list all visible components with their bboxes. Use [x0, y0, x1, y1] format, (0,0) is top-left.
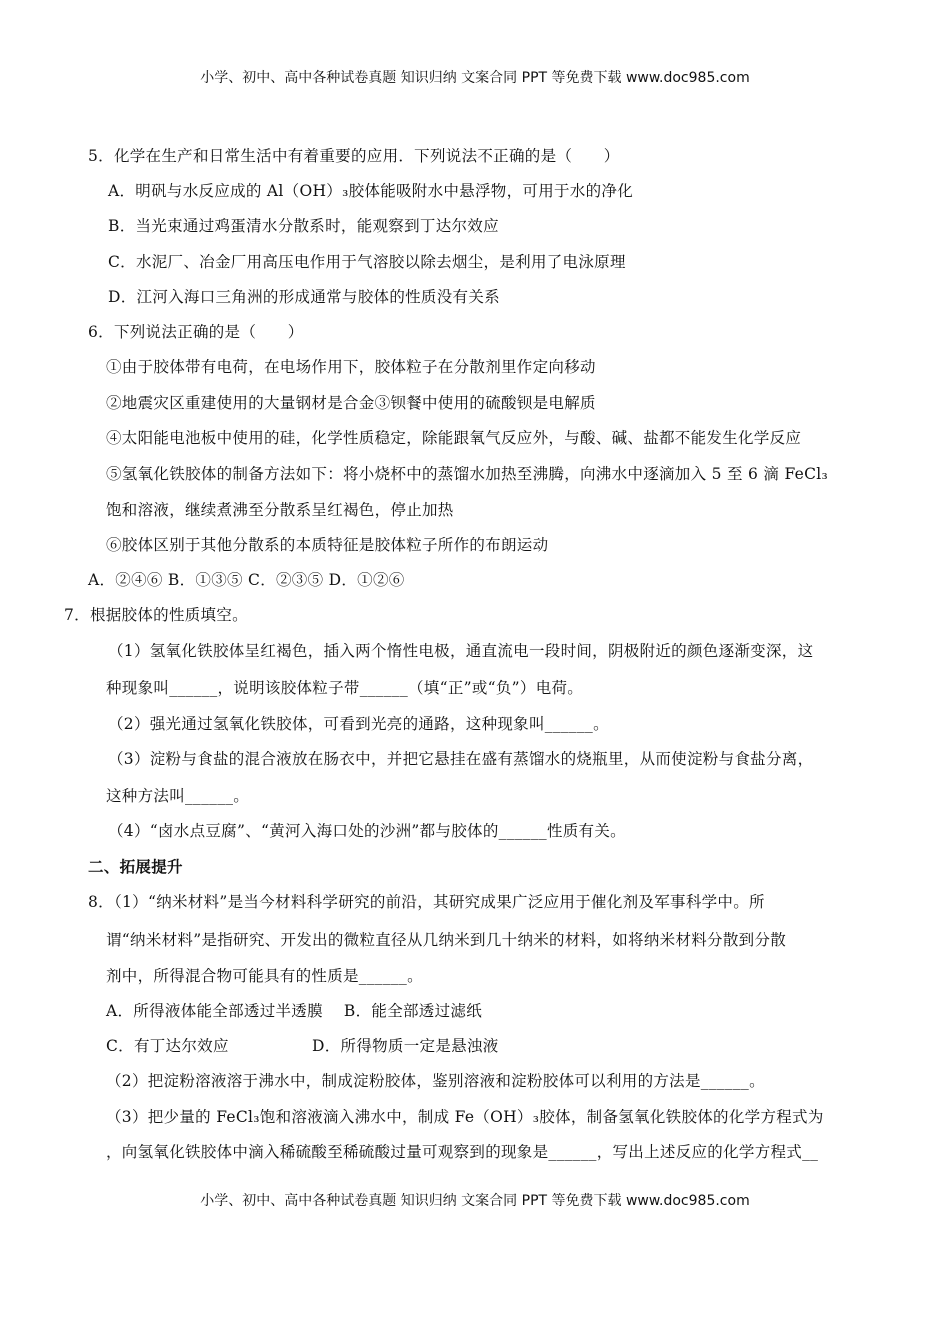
- q8-part-1: 8．（1）“纳米材料”是当今材料科学研究的前沿，其研究成果广泛应用于催化剂及军事科学中。所: [88, 893, 765, 911]
- q7-part-2: （2）强光通过氢氧化铁胶体，可看到光亮的通路，这种现象叫______。: [108, 715, 609, 733]
- q6-stem: 6．下列说法正确的是（ ）: [88, 323, 304, 341]
- q8-part-1-cont: 谓“纳米材料”是指研究、开发出的微粒直径从几纳米到几十纳米的材料，如将纳米材料分散到分散: [106, 931, 787, 949]
- q8-option-c: C．有丁达尔效应: [106, 1037, 229, 1055]
- page-header: 小学、初中、高中各种试卷真题 知识归纳 文案合同 PPT 等免费下载 www.doc985.com: [200, 70, 750, 86]
- q5-stem: 5．化学在生产和日常生活中有着重要的应用．下列说法不正确的是（ ）: [88, 147, 620, 165]
- q7-stem: 7．根据胶体的性质填空。: [64, 606, 248, 624]
- q8-part-3: （3）把少量的 FeCl₃饱和溶液滴入沸水中，制成 Fe（OH）₃胶体，制备氢氧化铁胶体的化学方程式为: [106, 1108, 824, 1126]
- q7-part-4: （4）“卤水点豆腐”、“黄河入海口处的沙洲”都与胶体的______性质有关。: [108, 822, 626, 840]
- q6-statement-4: ④太阳能电池板中使用的硅，化学性质稳定，除能跟氧气反应外，与酸、碱、盐都不能发生化学反应: [106, 429, 802, 447]
- q5-option-c: C．水泥厂、冶金厂用高压电作用于气溶胶以除去烟尘，是利用了电泳原理: [108, 253, 626, 271]
- q6-statement-5-cont: 饱和溶液，继续煮沸至分散系呈红褐色，停止加热: [106, 501, 454, 519]
- q8-option-d: D．所得物质一定是悬浊液: [312, 1037, 499, 1055]
- q8-options-ab: A．所得液体能全部透过半透膜 B．能全部透过滤纸: [106, 1002, 483, 1020]
- q5-option-d: D．江河入海口三角洲的形成通常与胶体的性质没有关系: [108, 288, 500, 306]
- q6-statement-2-3: ②地震灾区重建使用的大量钢材是合金③钡餐中使用的硫酸钡是电解质: [106, 394, 596, 412]
- q8-part-1-cont2: 剂中，所得混合物可能具有的性质是______。: [106, 967, 423, 985]
- q7-part-3: （3）淀粉与食盐的混合液放在肠衣中，并把它悬挂在盛有蒸馏水的烧瓶里，从而使淀粉与食盐分离，: [108, 750, 814, 768]
- q6-statement-1: ①由于胶体带有电荷，在电场作用下，胶体粒子在分散剂里作定向移动: [106, 358, 596, 376]
- q7-part-1-cont: 种现象叫______，说明该胶体粒子带______（填“正”或“负”）电荷。: [106, 679, 584, 697]
- q7-part-3-cont: 这种方法叫______。: [106, 787, 250, 805]
- q7-part-1: （1）氢氧化铁胶体呈红褐色，插入两个惰性电极，通直流电一段时间，阴极附近的颜色逐渐变深，这: [108, 642, 814, 660]
- q6-statement-5: ⑤氢氧化铁胶体的制备方法如下：将小烧杯中的蒸馏水加热至沸腾，向沸水中逐滴加入 5 至 6 滴 FeCl₃: [106, 465, 829, 483]
- q6-options: A．②④⑥ B．①③⑤ C．②③⑤ D．①②⑥: [88, 571, 405, 589]
- q6-statement-6: ⑥胶体区别于其他分散系的本质特征是胶体粒子所作的布朗运动: [106, 536, 549, 554]
- q8-part-3-cont: ，向氢氧化铁胶体中滴入稀硫酸至稀硫酸过量可观察到的现象是______，写出上述反应的化学方程式__: [106, 1143, 819, 1161]
- q5-option-a: A．明矾与水反应成的 Al（OH）₃胶体能吸附水中悬浮物，可用于水的净化: [108, 182, 634, 200]
- page-footer: 小学、初中、高中各种试卷真题 知识归纳 文案合同 PPT 等免费下载 www.doc985.com: [200, 1193, 750, 1209]
- section-title: 二、拓展提升: [88, 858, 183, 876]
- q8-part-2: （2）把淀粉溶液溶于沸水中，制成淀粉胶体，鉴别溶液和淀粉胶体可以利用的方法是______。: [106, 1072, 765, 1090]
- q5-option-b: B．当光束通过鸡蛋清水分散系时，能观察到丁达尔效应: [108, 217, 499, 235]
